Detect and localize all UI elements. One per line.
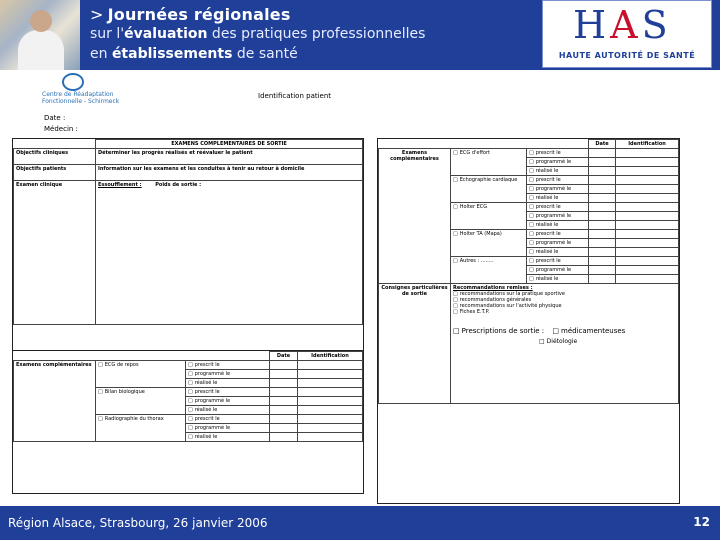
- logo-letter: S: [641, 3, 672, 47]
- empty-cell: [527, 140, 589, 149]
- date-cell[interactable]: [589, 185, 616, 194]
- footer-banner: [0, 506, 720, 540]
- reco-sport-option[interactable]: □ recommandations sur la pratique sportive: [453, 291, 676, 297]
- id-cell[interactable]: [616, 266, 679, 275]
- holter-ecg-option[interactable]: □ Holter ECG: [451, 203, 527, 230]
- header-title-block: [90, 5, 425, 64]
- exams-followup-sheet: [12, 350, 364, 494]
- right-exam-comp-label: Examens complémentaires: [379, 149, 451, 284]
- title-text: Journées régionales: [107, 5, 291, 24]
- id-cell[interactable]: [616, 257, 679, 266]
- id-cell[interactable]: [616, 185, 679, 194]
- crf-logo: [42, 73, 132, 109]
- id-cell[interactable]: [616, 167, 679, 176]
- prescrit-option[interactable]: □ prescrit le: [527, 257, 589, 266]
- id-cell[interactable]: [616, 212, 679, 221]
- ecg-repos-option[interactable]: □ ECG de repos: [96, 361, 186, 388]
- identification-column-header: Identification: [297, 352, 362, 361]
- subtitle-text: de santé: [232, 46, 298, 62]
- date-cell[interactable]: [589, 167, 616, 176]
- id-cell[interactable]: [616, 203, 679, 212]
- has-logo-caption: HAUTE AUTORITÉ DE SANTÉ: [558, 51, 696, 60]
- empty-cell: [14, 140, 96, 149]
- prescrit-option[interactable]: □ prescrit le: [186, 361, 270, 370]
- logo-letter: A: [610, 3, 642, 47]
- has-logo-mark: [573, 3, 672, 47]
- exams-title: EXAMENS COMPLEMENTAIRES DE SORTIE: [96, 140, 363, 149]
- date-cell[interactable]: [589, 266, 616, 275]
- clinical-objectives-value: Déterminer les progrès réalisés et réévaluer le patient: [96, 149, 363, 165]
- slide-content: [0, 70, 720, 506]
- exam-comp-label: Examens complémentaires: [14, 361, 96, 442]
- date-cell[interactable]: [270, 424, 298, 433]
- prescrit-option[interactable]: □ prescrit le: [527, 230, 589, 239]
- photo-figure-head: [30, 10, 52, 32]
- reco-general-option[interactable]: □ recommandations générales: [453, 297, 676, 303]
- date-cell[interactable]: [270, 370, 298, 379]
- subtitle-emphasis: établissements: [111, 46, 233, 62]
- date-cell[interactable]: [270, 361, 298, 370]
- date-cell[interactable]: [589, 149, 616, 158]
- reco-etp-option[interactable]: □ Fiches E.T.P.: [453, 309, 676, 315]
- empty-cell: [379, 140, 451, 149]
- id-cell[interactable]: [616, 275, 679, 284]
- date-column-header: Date: [589, 140, 616, 149]
- empty-cell: [186, 352, 270, 361]
- right-exams-table: [378, 139, 679, 404]
- id-cell[interactable]: [297, 406, 362, 415]
- date-cell[interactable]: [270, 379, 298, 388]
- date-cell[interactable]: [589, 158, 616, 167]
- date-cell[interactable]: [270, 388, 298, 397]
- patient-objectives-value: Information sur les examens et les conduites à tenir au retour à domicile: [96, 165, 363, 181]
- clinical-exam-label: Examen clinique: [14, 181, 96, 325]
- date-cell[interactable]: [589, 248, 616, 257]
- date-label: Date :: [44, 114, 66, 122]
- id-cell[interactable]: [297, 361, 362, 370]
- programme-option[interactable]: □ programmé le: [186, 370, 270, 379]
- date-cell[interactable]: [270, 406, 298, 415]
- id-cell[interactable]: [297, 379, 362, 388]
- dietologie-option[interactable]: □ Diétologie: [539, 338, 577, 345]
- date-cell[interactable]: [589, 212, 616, 221]
- ecg-effort-option[interactable]: □ ECG d'effort: [451, 149, 527, 176]
- date-cell[interactable]: [589, 203, 616, 212]
- realise-option[interactable]: □ réalisé le: [527, 167, 589, 176]
- reco-title: Recommandations remises :: [453, 285, 533, 291]
- realise-option[interactable]: □ réalisé le: [527, 194, 589, 203]
- essoufflement-label: Essoufflement :: [98, 182, 142, 188]
- crf-logo-line: Fonctionnelle - Schirmeck: [42, 98, 120, 105]
- header-subtitle-line-1: [90, 24, 425, 44]
- holter-ta-option[interactable]: □ Holter TA (Mapa): [451, 230, 527, 257]
- dietologie-row: [539, 338, 676, 345]
- clinical-objectives-label: Objectifs cliniques: [14, 149, 96, 165]
- objectives-table: [13, 139, 363, 325]
- has-logo: [542, 0, 712, 68]
- programme-option[interactable]: □ programmé le: [527, 266, 589, 275]
- realise-option[interactable]: □ réalisé le: [527, 275, 589, 284]
- crf-logo-line: Centre de Réadaptation: [42, 91, 114, 98]
- clinical-exam-fields: [96, 181, 363, 325]
- programme-option[interactable]: □ programmé le: [527, 185, 589, 194]
- programme-option[interactable]: □ programmé le: [527, 158, 589, 167]
- logo-letter: H: [573, 3, 611, 47]
- empty-cell: [14, 352, 96, 361]
- programme-option[interactable]: □ programmé le: [527, 239, 589, 248]
- id-cell[interactable]: [616, 149, 679, 158]
- id-cell[interactable]: [297, 415, 362, 424]
- prescriptions-option[interactable]: □ Prescriptions de sortie :: [453, 327, 544, 335]
- id-cell[interactable]: [297, 388, 362, 397]
- empty-cell: [96, 352, 186, 361]
- date-cell[interactable]: [589, 176, 616, 185]
- header-photo: [0, 0, 80, 70]
- date-cell[interactable]: [270, 397, 298, 406]
- followup-table: [13, 351, 363, 442]
- realise-option[interactable]: □ réalisé le: [186, 406, 270, 415]
- id-cell[interactable]: [616, 248, 679, 257]
- crf-logo-text: [42, 91, 119, 105]
- realise-option[interactable]: □ réalisé le: [186, 433, 270, 442]
- date-cell[interactable]: [589, 194, 616, 203]
- id-cell[interactable]: [297, 433, 362, 442]
- subtitle-emphasis: évaluation: [124, 26, 208, 42]
- bilan-bio-option[interactable]: □ Bilan biologique: [96, 388, 186, 415]
- crf-logo-icon: [62, 73, 84, 91]
- echo-cardiaque-option[interactable]: □ Echographie cardiaque: [451, 176, 527, 203]
- patient-objectives-label: Objectifs patients: [14, 165, 96, 181]
- realise-option[interactable]: □ réalisé le: [527, 221, 589, 230]
- patient-identification: Identification patient: [258, 92, 332, 100]
- date-cell[interactable]: [589, 257, 616, 266]
- prescrit-option[interactable]: □ prescrit le: [186, 415, 270, 424]
- programme-option[interactable]: □ programmé le: [527, 212, 589, 221]
- prescrit-option[interactable]: □ prescrit le: [186, 388, 270, 397]
- medicamenteuses-option[interactable]: □ médicamenteuses: [552, 327, 625, 335]
- date-column-header: Date: [270, 352, 298, 361]
- id-cell[interactable]: [616, 176, 679, 185]
- reco-activity-option[interactable]: □ recommandations sur l'activité physique: [453, 303, 676, 309]
- id-cell[interactable]: [616, 158, 679, 167]
- date-cell[interactable]: [270, 433, 298, 442]
- empty-cell: [451, 140, 527, 149]
- autres-option[interactable]: □ Autres : ........: [451, 257, 527, 284]
- prescriptions-row: [453, 327, 676, 335]
- id-cell[interactable]: [616, 239, 679, 248]
- id-cell[interactable]: [297, 397, 362, 406]
- prescrit-option[interactable]: □ prescrit le: [527, 149, 589, 158]
- id-cell[interactable]: [616, 194, 679, 203]
- subtitle-text: en: [90, 46, 112, 62]
- header-banner: [0, 0, 720, 70]
- prescrit-option[interactable]: □ prescrit le: [527, 203, 589, 212]
- chevron-right-icon: >: [90, 5, 104, 24]
- radio-thorax-option[interactable]: □ Radiographie du thorax: [96, 415, 186, 442]
- id-cell[interactable]: [297, 424, 362, 433]
- photo-figure-coat: [18, 30, 64, 70]
- identification-column-header: Identification: [616, 140, 679, 149]
- header-subtitle-line-2: [90, 44, 425, 64]
- id-cell[interactable]: [616, 221, 679, 230]
- programme-option[interactable]: □ programmé le: [186, 424, 270, 433]
- doctor-label: Médecin :: [44, 125, 78, 133]
- consignes-label: Consignes particulières de sortie: [379, 284, 451, 404]
- subtitle-text: des pratiques professionnelles: [207, 26, 426, 42]
- programme-option[interactable]: □ programmé le: [186, 397, 270, 406]
- weight-label: Poids de sortie :: [155, 182, 202, 188]
- date-cell[interactable]: [589, 239, 616, 248]
- right-exams-sheet: [377, 138, 680, 504]
- date-cell[interactable]: [589, 275, 616, 284]
- date-cell[interactable]: [270, 415, 298, 424]
- page-number: 12: [693, 515, 710, 529]
- subtitle-text: sur l': [90, 26, 125, 42]
- prescrit-option[interactable]: □ prescrit le: [527, 176, 589, 185]
- realise-option[interactable]: □ réalisé le: [527, 248, 589, 257]
- id-cell[interactable]: [297, 370, 362, 379]
- consignes-content: [451, 284, 679, 404]
- header-title: [90, 5, 425, 24]
- footer-event-text: Région Alsace, Strasbourg, 26 janvier 2006: [8, 516, 268, 530]
- date-cell[interactable]: [589, 230, 616, 239]
- date-cell[interactable]: [589, 221, 616, 230]
- id-cell[interactable]: [616, 230, 679, 239]
- realise-option[interactable]: □ réalisé le: [186, 379, 270, 388]
